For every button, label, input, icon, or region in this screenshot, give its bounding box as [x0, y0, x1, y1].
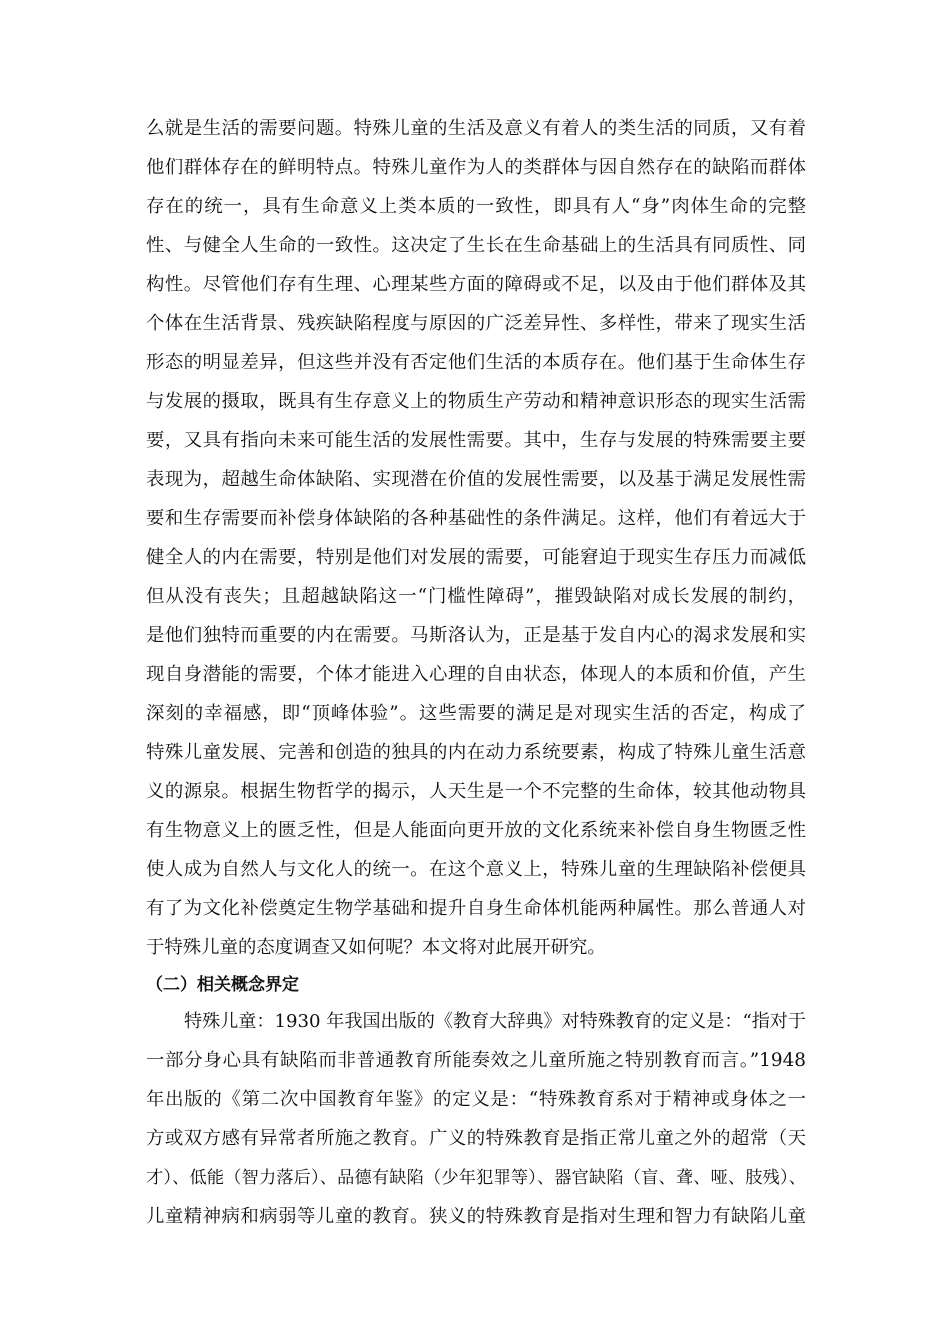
text-line: 与发展的摄取，既具有生存意义上的物质生产劳动和精神意识形态的现实生活需 — [146, 391, 806, 412]
text-line: 他们群体存在的鲜明特点。特殊儿童作为人的类群体与因自然存在的缺陷而群体 — [146, 157, 806, 178]
text-line: 么就是生活的需要问题。特殊儿童的生活及意义有着人的类生活的同质，又有着 — [146, 118, 806, 139]
text-line: 个体在生活背景、残疾缺陷程度与原因的广泛差异性、多样性，带来了现实生活 — [146, 313, 806, 334]
text-line: 健全人的内在需要，特别是他们对发展的需要，可能窘迫于现实生存压力而减低 — [146, 547, 806, 568]
text-line: 表现为，超越生命体缺陷、实现潜在价值的发展性需要，以及基于满足发展性需 — [146, 469, 806, 490]
text-line: 特殊儿童发展、完善和创造的独具的内在动力系统要素，构成了特殊儿童生活意 — [146, 742, 806, 763]
text-line: 才）、低能（智力落后）、品德有缺陷（少年犯罪等）、器官缺陷（盲、聋、哑、肢残）、 — [146, 1168, 806, 1188]
text-line: 一部分身心具有缺陷而非普通教育所能奏效之儿童所施之特别教育而言。”1948 — [146, 1050, 806, 1071]
text-line: 有生物意义上的匮乏性，但是人能面向更开放的文化系统来补偿自身生物匮乏性 — [146, 820, 806, 841]
text-line: 义的源泉。根据生物哲学的揭示，人天生是一个不完整的生命体，较其他动物具 — [146, 781, 806, 802]
text-line: 特殊儿童：1930 年我国出版的《教育大辞典》对特殊教育的定义是：“指对于 — [184, 1011, 806, 1032]
text-line: 要，又具有指向未来可能生活的发展性需要。其中，生存与发展的特殊需要主要 — [146, 430, 806, 451]
text-line: 使人成为自然人与文化人的统一。在这个意义上，特殊儿童的生理缺陷补偿便具 — [146, 859, 806, 880]
text-line: 儿童精神病和病弱等儿童的教育。狭义的特殊教育是指对生理和智力有缺陷儿童 — [146, 1206, 806, 1227]
text-line: 要和生存需要而补偿身体缺陷的各种基础性的条件满足。这样，他们有着远大于 — [146, 508, 806, 529]
text-line: 年出版的《第二次中国教育年鉴》的定义是：“特殊教育系对于精神或身体之一 — [146, 1089, 806, 1110]
text-line: 深刻的幸福感，即“顶峰体验”。这些需要的满足是对现实生活的否定，构成了 — [146, 703, 806, 724]
text-line: 于特殊儿童的态度调查又如何呢？本文将对此展开研究。 — [146, 937, 606, 958]
text-line: 现自身潜能的需要，个体才能进入心理的自由状态，体现人的本质和价值，产生 — [146, 664, 806, 685]
text-line: 形态的明显差异，但这些并没有否定他们生活的本质存在。他们基于生命体生存 — [146, 352, 806, 373]
text-line: 是他们独特而重要的内在需要。马斯洛认为，正是基于发自内心的渴求发展和实 — [146, 625, 806, 646]
text-line: 有了为文化补偿奠定生物学基础和提升自身生命体机能两种属性。那么普通人对 — [146, 898, 806, 919]
text-line: 存在的统一，具有生命意义上类本质的一致性，即具有人“身”肉体生命的完整 — [146, 196, 806, 217]
text-line: 性、与健全人生命的一致性。这决定了生长在生命基础上的生活具有同质性、同 — [146, 235, 806, 256]
section-heading: （二）相关概念界定 — [146, 975, 299, 995]
text-line: 方或双方感有异常者所施之教育。广义的特殊教育是指正常儿童之外的超常（天 — [146, 1128, 806, 1149]
text-line: 但从没有丧失；且超越缺陷这一“门槛性障碍”，摧毁缺陷对成长发展的制约， — [146, 586, 806, 607]
text-line: 构性。尽管他们存有生理、心理某些方面的障碍或不足，以及由于他们群体及其 — [146, 274, 806, 295]
